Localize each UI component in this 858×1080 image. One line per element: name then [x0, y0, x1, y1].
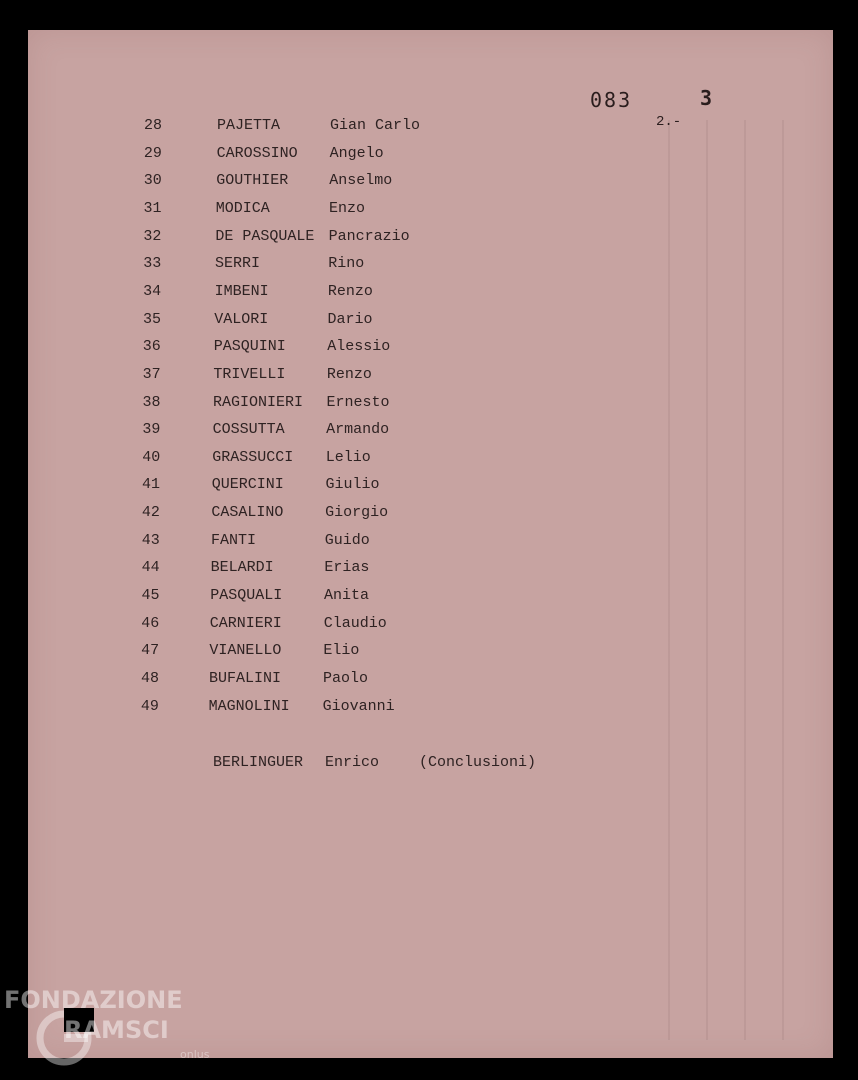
- speaker-surname: SERRI: [215, 255, 261, 273]
- watermark-onlus: onlus: [180, 1048, 210, 1061]
- speaker-surname: BUFALINI: [209, 670, 282, 687]
- speaker-surname: MODICA: [215, 199, 270, 217]
- speaker-given-name: Rino: [328, 255, 365, 273]
- speaker-surname: DE PASQUALE: [215, 227, 315, 245]
- speaker-given-name: Giulio: [325, 476, 380, 494]
- speaker-surname: IMBENI: [214, 282, 269, 300]
- speaker-given-name: Paolo: [323, 670, 369, 687]
- speaker-given-name: Renzo: [326, 365, 372, 383]
- speaker-surname: COSSUTTA: [212, 421, 285, 439]
- speaker-given-name: Elio: [323, 642, 360, 660]
- speaker-number: 41: [142, 476, 161, 494]
- speaker-number: 32: [143, 227, 162, 245]
- speaker-number: 28: [144, 117, 163, 134]
- speaker-surname: MAGNOLINI: [208, 697, 290, 715]
- speaker-number: 43: [141, 531, 160, 549]
- speaker-surname: QUERCINI: [211, 476, 284, 494]
- speaker-number: 45: [141, 587, 160, 605]
- speaker-given-name: Anita: [324, 587, 370, 605]
- speaker-surname: PASQUALI: [210, 587, 283, 605]
- watermark-line-2: RAMSCI: [64, 1016, 169, 1044]
- watermark-line-1: FONDAZIONE: [4, 986, 183, 1014]
- speaker-given-name: Anselmo: [329, 172, 393, 190]
- speaker-given-name: Claudio: [323, 614, 387, 632]
- speaker-given-name: Ernesto: [326, 393, 390, 411]
- speaker-surname: GRASSUCCI: [212, 448, 294, 466]
- speaker-given-name: Gian Carlo: [330, 117, 421, 134]
- speaker-number: 34: [143, 282, 162, 300]
- speaker-number: 42: [141, 504, 160, 522]
- speaker-given-name: Alessio: [327, 338, 391, 356]
- document-number: 083: [590, 88, 633, 112]
- speaker-given-name: Giorgio: [325, 504, 389, 522]
- speaker-given-name: Enzo: [328, 199, 365, 217]
- speaker-number: 38: [142, 393, 161, 411]
- speaker-number: 30: [143, 172, 162, 190]
- speaker-given-name: Dario: [327, 310, 373, 328]
- speaker-number: 39: [142, 421, 161, 439]
- speaker-number: 33: [143, 255, 162, 273]
- speaker-surname: RAGIONIERI: [213, 393, 304, 411]
- speaker-number: 36: [142, 338, 161, 356]
- speaker-surname: CASALINO: [211, 504, 284, 522]
- speaker-surname: PASQUINI: [213, 338, 286, 356]
- speaker-given-name: Giovanni: [322, 697, 395, 715]
- speaker-given-name: Lelio: [325, 448, 371, 466]
- speaker-surname: CAROSSINO: [216, 144, 298, 162]
- speaker-given-name: Pancrazio: [328, 227, 410, 245]
- speaker-surname: GOUTHIER: [216, 172, 289, 190]
- speaker-surname: CARNIERI: [209, 614, 282, 632]
- speaker-given-name: Renzo: [327, 282, 373, 300]
- speaker-surname: FANTI: [211, 531, 257, 549]
- speaker-number: 40: [142, 448, 161, 466]
- speaker-number: 31: [143, 199, 162, 217]
- page-number: 3: [700, 86, 713, 110]
- closing-given-name: Enrico: [325, 754, 380, 771]
- fondazione-gramsci-watermark: [4, 986, 214, 1076]
- speaker-surname: BELARDI: [210, 559, 274, 577]
- closing-note: (Conclusioni): [419, 754, 537, 771]
- speaker-surname: VIANELLO: [209, 642, 282, 660]
- speaker-number: 49: [140, 697, 159, 715]
- speaker-given-name: Angelo: [329, 144, 384, 162]
- speaker-given-name: Guido: [324, 531, 370, 549]
- speaker-number: 46: [141, 614, 160, 632]
- speaker-given-name: Erias: [324, 559, 370, 577]
- speaker-surname: VALORI: [214, 310, 269, 328]
- speaker-number: 29: [143, 144, 162, 162]
- closing-surname: BERLINGUER: [213, 754, 304, 771]
- speaker-surname: PAJETTA: [217, 117, 281, 134]
- speaker-number: 47: [141, 642, 160, 660]
- speaker-number: 35: [142, 310, 161, 328]
- speaker-number: 44: [141, 559, 160, 577]
- sub-page-number: 2.-: [656, 114, 682, 130]
- speaker-number: 48: [141, 670, 160, 687]
- speaker-number: 37: [142, 365, 161, 383]
- speaker-given-name: Armando: [326, 421, 390, 439]
- speaker-surname: TRIVELLI: [213, 365, 286, 383]
